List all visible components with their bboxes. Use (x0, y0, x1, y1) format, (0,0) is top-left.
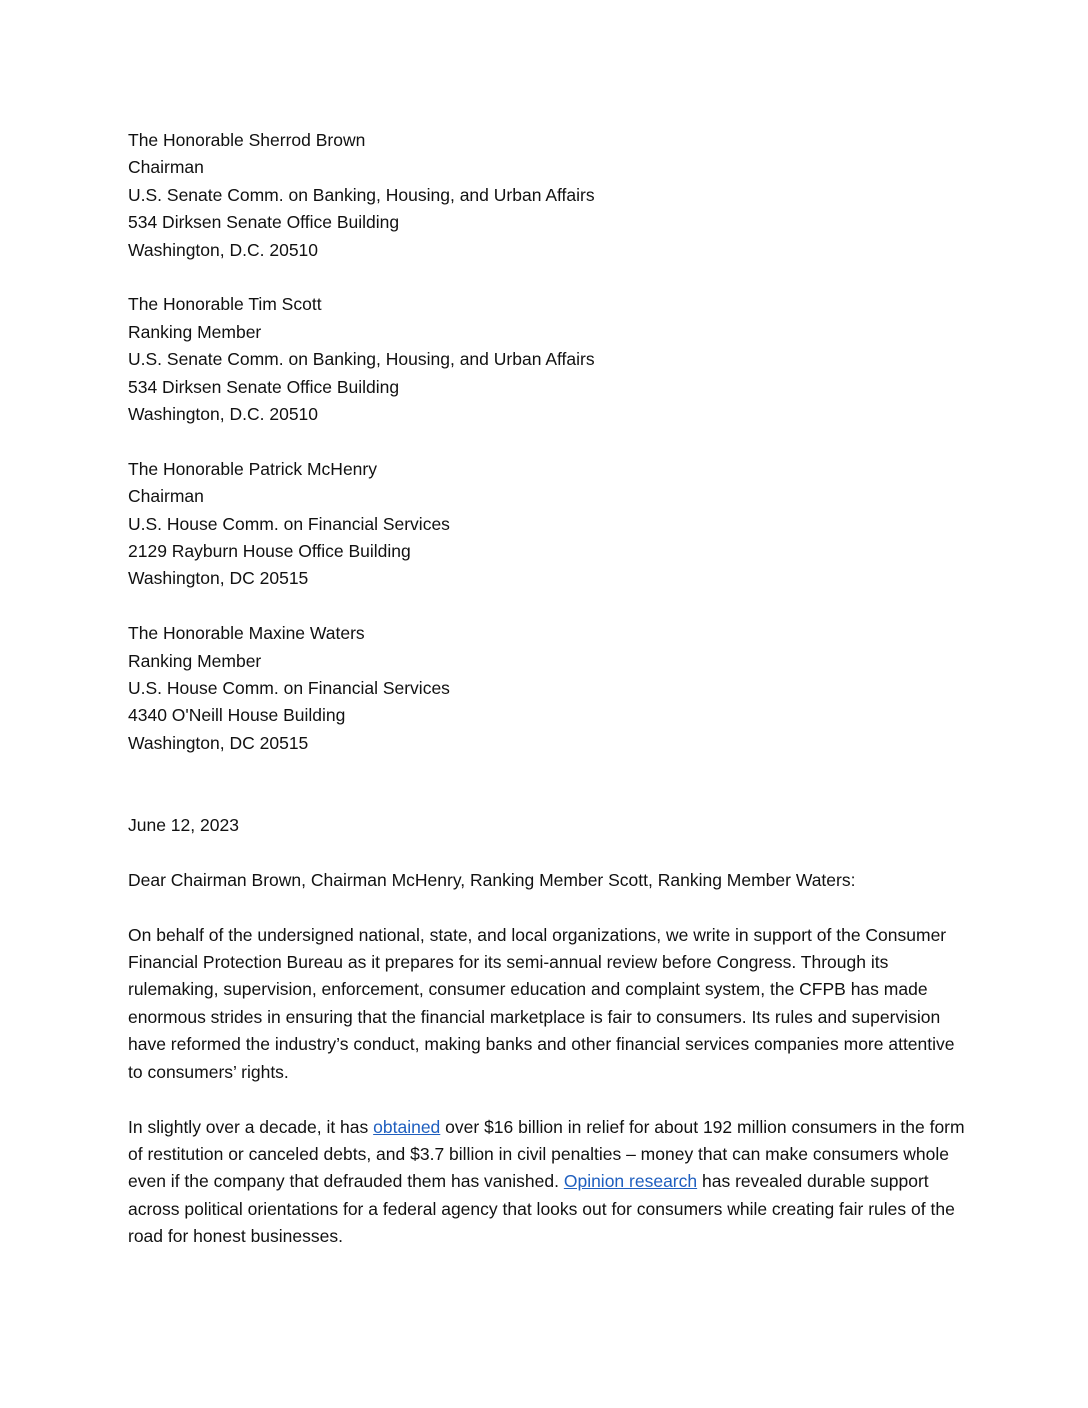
recipient-title: Ranking Member (128, 650, 262, 671)
recipient-city: Washington, DC 20515 (128, 732, 309, 753)
paragraph-2-text-part-1: In slightly over a decade, it has (128, 1116, 374, 1137)
blank-line (128, 785, 968, 812)
letter-page (128, 127, 968, 1278)
recipient-address-block (128, 127, 968, 264)
recipient-committee: U.S. House Comm. on Financial Services (128, 513, 450, 534)
paragraph-2-text-part-3: has revealed durable support across political orientations for a federal agency that looks out for consumers while creating fair rules of the road for honest businesses. (128, 1171, 955, 1247)
recipient-committee: U.S. Senate Comm. on Banking, Housing, and Urban Affairs (128, 349, 595, 370)
recipient-name: The Honorable Maxine Waters (128, 623, 365, 644)
recipient-address-block (128, 291, 968, 428)
recipient-name: The Honorable Tim Scott (128, 294, 322, 315)
recipient-committee: U.S. Senate Comm. on Banking, Housing, and Urban Affairs (128, 184, 595, 205)
body-paragraph-2 (128, 1114, 968, 1251)
salutation: Dear Chairman Brown, Chairman McHenry, Ranking Member Scott, Ranking Member Waters: (128, 869, 856, 890)
recipient-name: The Honorable Sherrod Brown (128, 130, 366, 150)
recipient-name: The Honorable Patrick McHenry (128, 458, 377, 479)
recipient-title: Ranking Member (128, 321, 262, 342)
paragraph-2-text-part-2: over $16 billion in relief for about 192 million consumers in the form of restitution or canceled debts, and $3.7 billion in civil penalties – money that can make consumers whole even if the company that defrauded them has vanished. (128, 1116, 965, 1192)
body-paragraph-1: On behalf of the undersigned national, state, and local organizations, we write in support of the Consumer Financial Protection Bureau as it prepares for its semi-annual review before Congress. Through its rulemaking, supervision, enforcement, consumer education and complaint system, the CFPB has made enormous strides in ensuring that the financial marketplace is fair to consumers. Its rules and supervision have reformed the industry’s conduct, making banks and other financial services companies more attentive to consumers’ rights. (128, 924, 955, 1082)
recipient-city: Washington, DC 20515 (128, 568, 309, 589)
recipient-street: 534 Dirksen Senate Office Building (128, 212, 400, 233)
recipient-city: Washington, D.C. 20510 (128, 404, 319, 425)
recipient-committee: U.S. House Comm. on Financial Services (128, 678, 450, 699)
recipient-street: 2129 Rayburn House Office Building (128, 541, 411, 562)
obtained-link[interactable]: obtained (373, 1116, 441, 1137)
recipient-title: Chairman (128, 486, 204, 507)
recipient-address-block (128, 620, 968, 757)
recipient-street: 534 Dirksen Senate Office Building (128, 376, 400, 397)
opinion-research-link[interactable]: Opinion research (563, 1171, 698, 1192)
letter-date: June 12, 2023 (128, 815, 239, 836)
recipient-address-block (128, 456, 968, 593)
recipient-title: Chairman (128, 157, 204, 178)
recipient-city: Washington, D.C. 20510 (128, 239, 319, 260)
recipient-street: 4340 O'Neill House Building (128, 705, 346, 726)
